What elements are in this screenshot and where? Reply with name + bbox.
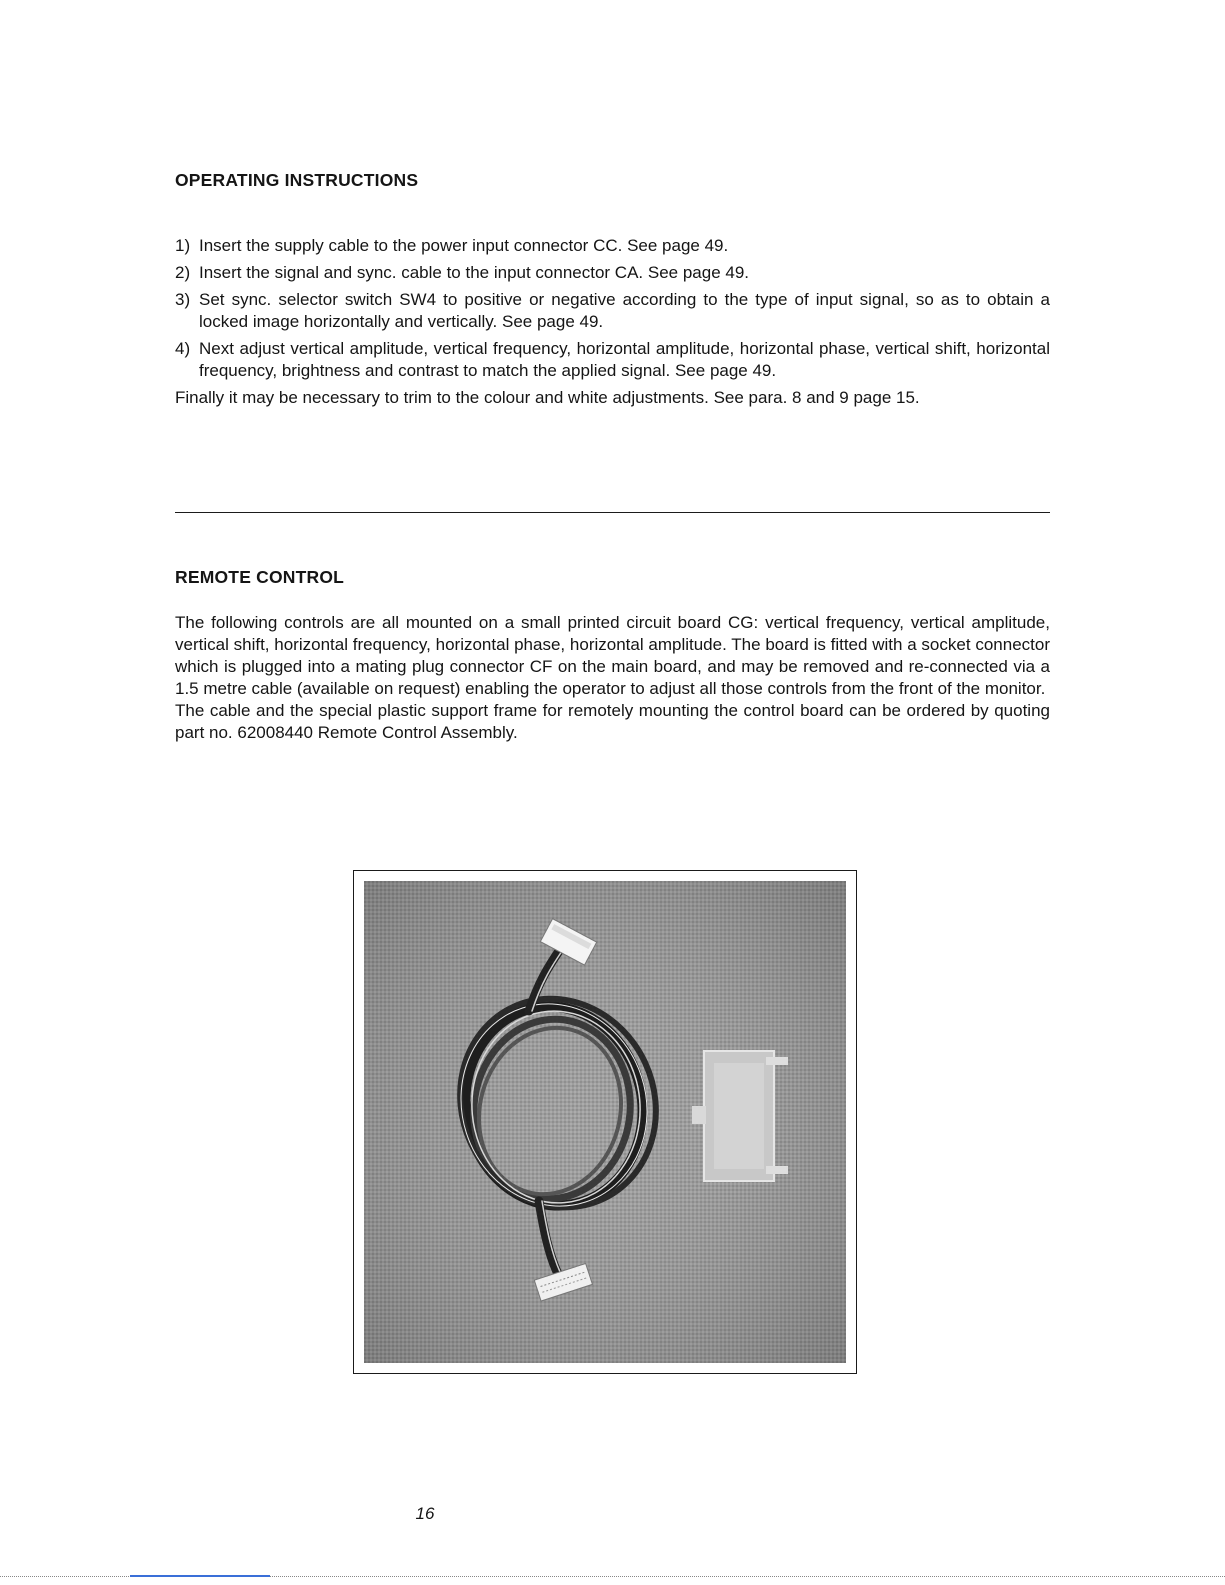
step-number: 1): [175, 236, 191, 255]
step-text: Insert the supply cable to the power input connector CC. See page 49.: [199, 236, 729, 255]
step-text: Next adjust vertical amplitude, vertical frequency, horizontal amplitude, horizontal phase, vertical shift, horizontal frequency, brightness and contrast to match the applied signal. See page 49.: [199, 339, 1050, 380]
remote-control-heading: REMOTE CONTROL: [175, 567, 345, 587]
step-item: [175, 262, 1050, 284]
operating-steps-list: [175, 235, 1050, 409]
document-page: [175, 0, 1050, 1585]
step-number: 4): [175, 339, 191, 358]
remote-paragraph-1: The following controls are all mounted on a small printed circuit board CG: vertical frequency, vertical amplitude, vertical shift, horizontal frequency, horizontal phase, horizontal amplitude. The board is fitted with a socket connector which is plugged into a mating plug connector CF on the main board, and may be removed and re-connected via a 1.5 metre cable (available on request) enabling the operator to adjust all those controls from the front of the monitor.: [175, 613, 1050, 698]
section-divider: [175, 512, 1050, 513]
cable-assembly-photo-icon: [364, 881, 846, 1363]
plastic-support-frame: [692, 1051, 788, 1181]
finally-note: Finally it may be necessary to trim to the colour and white adjustments. See para. 8 and 9 page 15.: [175, 388, 920, 407]
cable-assembly-photo: [353, 870, 857, 1374]
page-number: 16: [415, 1504, 435, 1523]
bottom-link-underline: [130, 1575, 270, 1577]
step-item: [175, 289, 1050, 333]
operating-instructions-heading: OPERATING INSTRUCTIONS: [175, 170, 419, 190]
remote-paragraph-2: The cable and the special plastic support frame for remotely mounting the control board can be ordered by quoting part no. 62008440 Remote Control Assembly.: [175, 701, 1050, 742]
step-item: [175, 235, 1050, 257]
step-item: [175, 338, 1050, 382]
step-number: 2): [175, 263, 191, 282]
step-text: Insert the signal and sync. cable to the input connector CA. See page 49.: [199, 263, 750, 282]
step-text: Set sync. selector switch SW4 to positive or negative according to the type of input signal, so as to obtain a locked image horizontally and vertically. See page 49.: [199, 290, 1050, 331]
step-number: 3): [175, 290, 191, 309]
remote-control-text: [175, 612, 1050, 744]
